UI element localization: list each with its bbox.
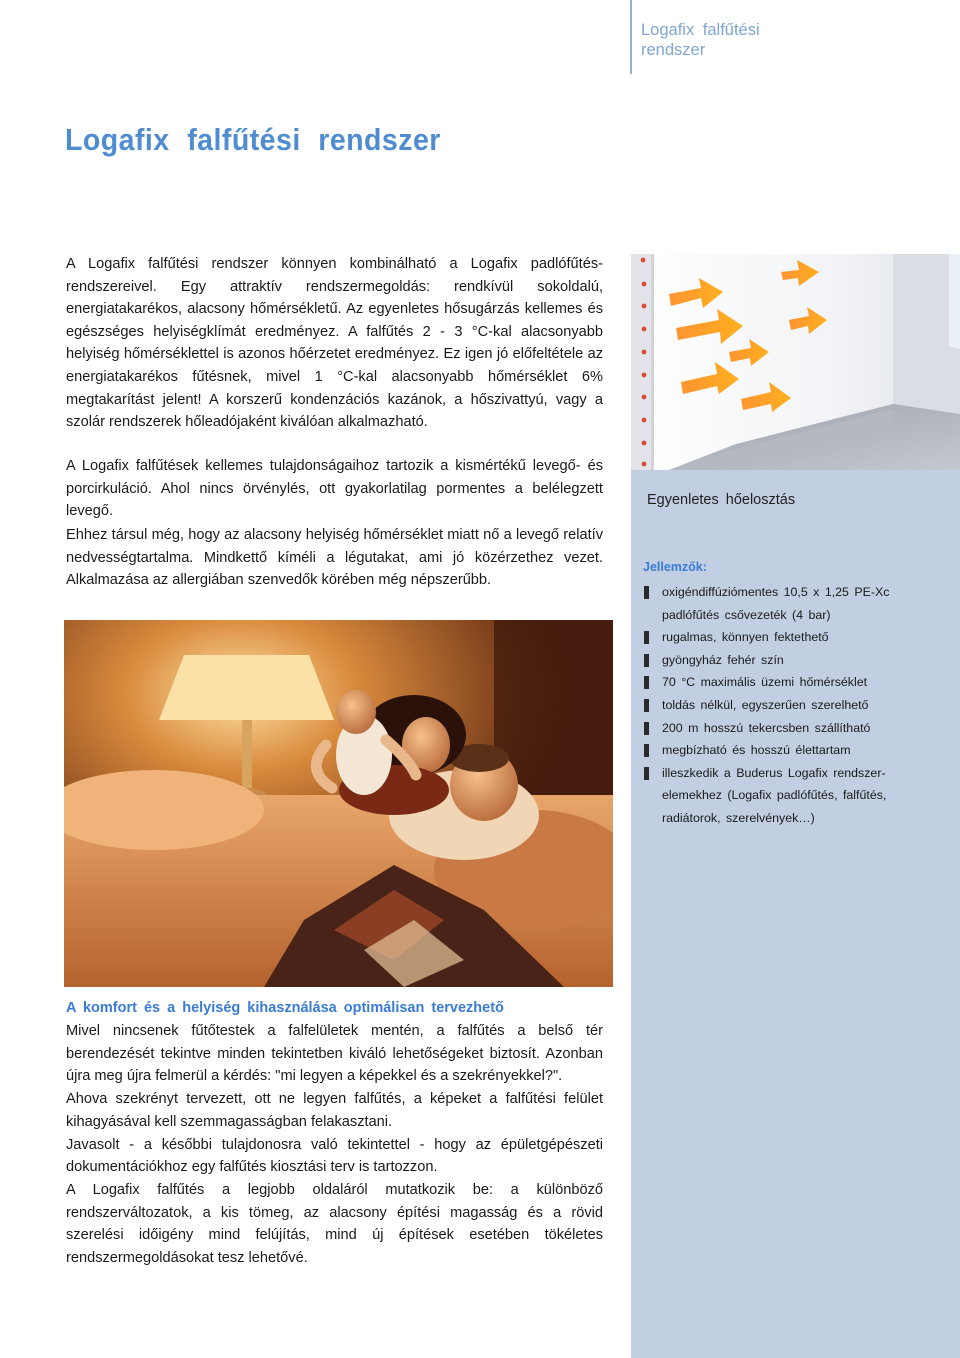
list-item: gyöngyház fehér szín <box>644 649 944 672</box>
list-item: megbízható és hosszú élettartam <box>644 739 944 762</box>
list-item: oxigéndiffúziómentes 10,5 x 1,25 PE-Xc padlófűtés csővezeték (4 bar) <box>644 581 944 626</box>
intro-paragraph: A Logafix falfűtési rendszer könnyen kombinálható a Logafix padlófűtésrendszereivel. Egy attraktív rendszermegoldás: rendkívül sokoldalú, energiatakarékos, alacsony hőmérsékletű. Az egyenletes hősugárzás kellemes és egészséges helyiségklímát eredményez. A falfűtés 2 - 3 °C-kal alacsonyabb helyiség hőmérséklettel is azonos hőérzetet eredményez. Ez igen jó előfeltétele az energiatakarékos fűtésnek, mivel 1 °C-kal alacsonyabb hőmérséklet 6% megtakarítást jelent! A korszerű kondenzációs kazánok, a hőszivattyú, vagy a szolár rendszerek hőleadójaként kiválóan alkalmazható. <box>66 256 603 431</box>
bullet-marker <box>644 586 649 599</box>
comfort-section-heading: A komfort és a helyiség kihasználása optimálisan tervezhető <box>66 1000 504 1016</box>
bullet-marker <box>644 767 649 780</box>
bullet-marker <box>644 654 649 667</box>
features-heading: Jellemzők: <box>643 560 707 574</box>
comfort-paragraph: A Logafix falfűtés a legjobb oldaláról mutatkozik be: a különböző rendszerváltozatok, a kis tömeg, az alacsony építési magasság és a rövid szerelési időigény mind felújítás, mind új építések esetében tökéletes rendszermegoldásokat tesz lehetővé. <box>66 1181 603 1267</box>
list-item: rugalmas, könnyen fektethető <box>644 626 944 649</box>
header-divider <box>630 0 632 74</box>
comfort-paragraph: Mivel nincsenek fűtőtestek a falfelületek mentén, a falfűtés a belső tér berendezését tekintve minden tekintetben kiváló lehetőségeket biztosít. Azonban újra meg újra felmerül a kérdés: "mi legyen a képekkel és a szekrényekkel?". <box>66 1023 603 1085</box>
bullet-marker <box>644 699 649 712</box>
comfort-section-body <box>66 1020 603 1270</box>
list-item: 70 °C maximális üzemi hőmérséklet <box>644 671 944 694</box>
air-quality-paragraph: A Logafix falfűtések kellemes tulajdonságaihoz tartozik a kismértékű levegő- és porcirkuláció. Ahol nincs örvénylés, ott gyakorlatilag pormentes a belélegzett levegő. <box>66 458 603 520</box>
running-header: Logafix falfűtési rendszer <box>641 21 760 59</box>
page-title: Logafix falfűtési rendszer <box>65 122 441 157</box>
bullet-marker <box>644 631 649 644</box>
list-item: 200 m hosszú tekercsben szállítható <box>644 717 944 740</box>
bullet-marker <box>644 722 649 735</box>
bullet-marker <box>644 676 649 689</box>
list-item: toldás nélkül, egyszerűen szerelhető <box>644 694 944 717</box>
list-item: illeszkedik a Buderus Logafix rendszer- elemekhez (Logafix padlófűtés, falfűtés, radiátorok, szerelvények…) <box>644 762 944 830</box>
heated-wall-section <box>631 254 651 470</box>
window <box>949 254 960 349</box>
lamp-shade <box>159 655 334 720</box>
figure-caption: Egyenletes hőelosztás <box>647 492 796 508</box>
comfort-paragraph: Javasolt - a későbbi tulajdonosra való tekintettel - hogy az épületgépészeti dokumentációkhoz egy falfűtés kiosztási terv is tartozzon. <box>66 1136 603 1176</box>
baby-head <box>336 690 376 734</box>
heat-distribution-illustration <box>631 254 960 470</box>
family-living-room-photo <box>64 620 613 987</box>
lamp-stand <box>242 720 252 790</box>
comfort-paragraph: Ahova szekrényt tervezett, ott ne legyen falfűtés, a képeket a falfűtési felület kihagyásával kell szemmagasságban felakasztani. <box>66 1091 603 1130</box>
humidity-paragraph: Ehhez társul még, hogy az alacsony helyiség hőmérséklet miatt nő a levegő relatív nedvességtartalma. Mindkettő kíméli a légutakat, ami jó közérzethez vezet. Alkalmazása az allergiában szenvedők körében még népszerűbb. <box>66 527 603 589</box>
features-list <box>644 581 944 830</box>
bullet-marker <box>644 744 649 757</box>
